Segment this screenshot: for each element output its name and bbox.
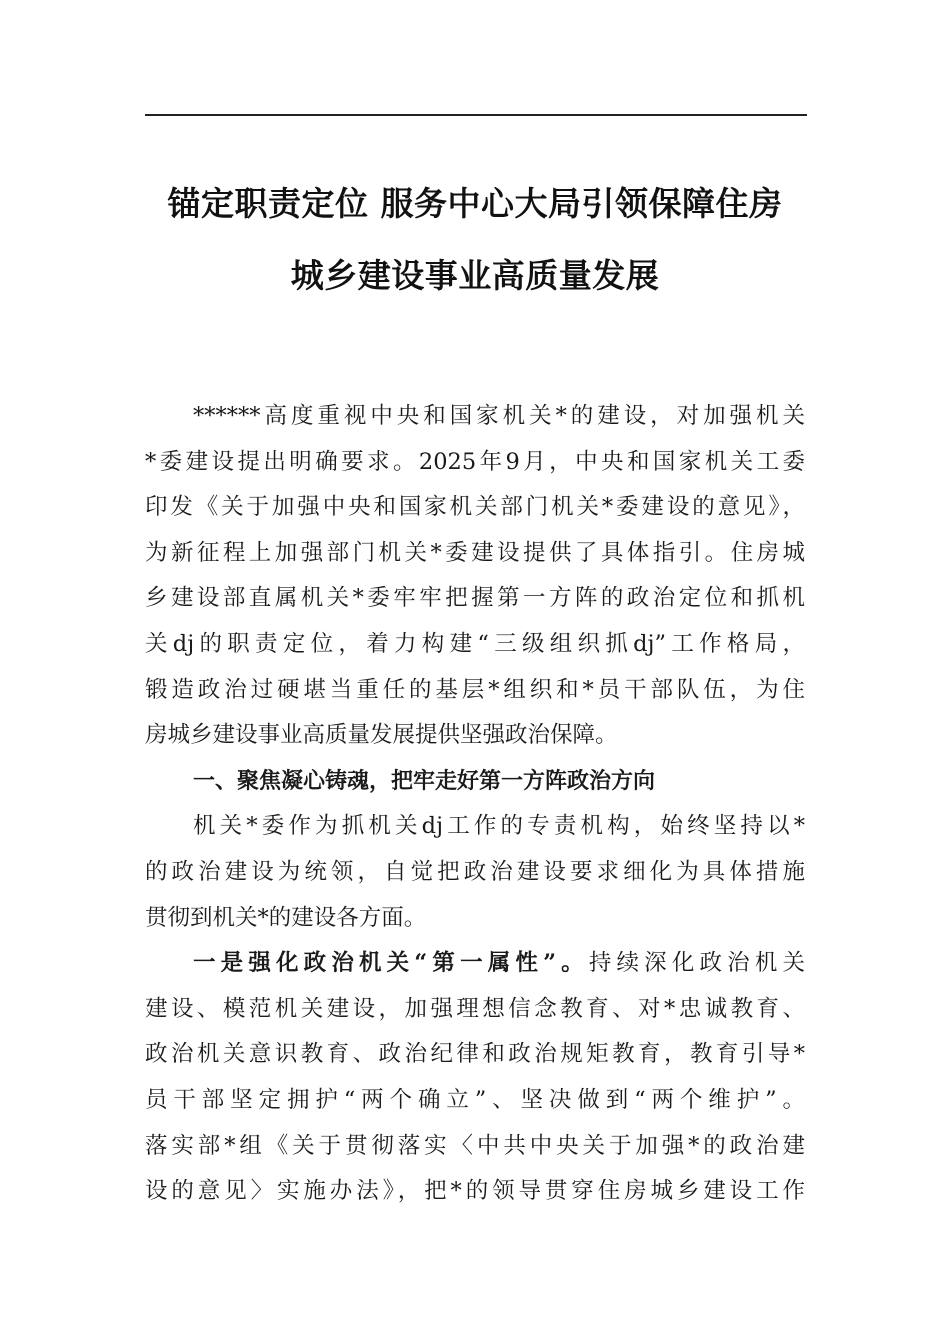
bold-lead: 一是强化政治机关“第一属性”。: [193, 950, 589, 977]
body-line-rest: 持续深化政治机关: [588, 950, 805, 977]
body-line: ******高度重视中央和国家机关*的建设，对加强机关: [193, 403, 805, 429]
body-line: 房城乡建设事业高质量发展提供坚强政治保障。: [145, 722, 618, 749]
body-line: 建设、模范机关建设，加强理想信念教育、对*忠诚教育、: [145, 995, 805, 1022]
body-line: 为新征程上加强部门机关*委建设提供了具体指引。住房城: [145, 539, 805, 566]
body-line: 机关*委作为抓机关dj工作的专责机构，始终坚持以*: [193, 813, 805, 840]
body-line: 关dj的职责定位，着力构建“三级组织抓dj”工作格局，: [145, 630, 805, 657]
body-line: 锻造政治过硬堪当重任的基层*组织和*员干部队伍，为住: [145, 676, 805, 703]
body-line: 落实部*组《关于贯彻落实〈中共中央关于加强*的政治建: [145, 1132, 805, 1159]
body-line: 贯彻到机关*的建设各方面。: [145, 904, 427, 931]
top-rule: [145, 114, 807, 116]
page-title: [120, 168, 830, 312]
section-heading: 一、聚焦凝心铸魂，把牢走好第一方阵政治方向: [193, 768, 656, 794]
body-line: 员干部坚定拥护“两个确立”、坚决做到“两个维护”。: [145, 1086, 805, 1113]
document-body: [145, 394, 805, 1215]
body-line: 的政治建设为统领，自觉把政治建设要求细化为具体措施: [145, 858, 805, 885]
body-line: 政治机关意识教育、政治纪律和政治规矩教育，教育引导*: [145, 1041, 805, 1068]
body-line: 设的意见〉实施办法》，把*的领导贯穿住房城乡建设工作: [145, 1178, 805, 1205]
title-line-1: 锚定职责定位 服务中心大局引领保障住房: [167, 184, 783, 223]
body-line: 印发《关于加强中央和国家机关部门机关*委建设的意见》，: [145, 494, 805, 521]
body-line: *委建设提出明确要求。2025年9月，中央和国家机关工委: [145, 448, 805, 475]
body-line: [145, 941, 805, 987]
title-line-2: 城乡建设事业高质量发展: [290, 256, 660, 295]
body-line: 乡建设部直属机关*委牢牢把握第一方阵的政治定位和抓机: [145, 585, 805, 612]
